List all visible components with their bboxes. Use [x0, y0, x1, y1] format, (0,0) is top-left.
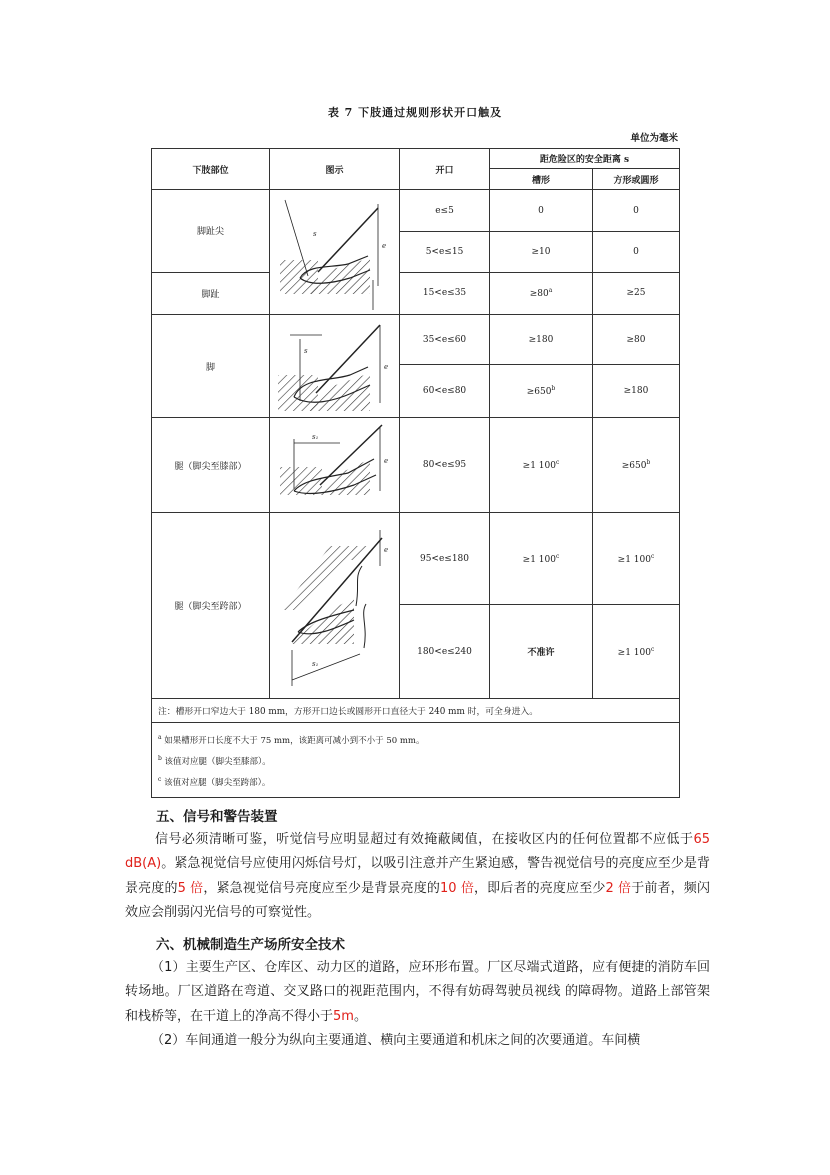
toe-diagram	[270, 190, 400, 314]
hatched-floor	[278, 375, 318, 411]
square-8	[593, 605, 680, 699]
footnote-a-mark: a	[158, 734, 162, 741]
label-s: s	[304, 347, 308, 355]
footnote-c	[158, 771, 679, 792]
slot-5-value: ≥650	[526, 387, 552, 398]
part-foot: 脚	[152, 315, 270, 418]
header-opening: 开口	[400, 149, 490, 190]
hatched-floor	[280, 467, 322, 495]
section5-title: 五、信号和警告装置	[156, 809, 278, 825]
s5-value-5x: 5 倍	[177, 880, 204, 896]
label-e: e	[384, 456, 389, 465]
hatched-floor	[280, 260, 318, 294]
s5-text-b: 。紧急视觉信号应使用闪烁信号灯，以吸引注意并产生紧迫感，警告视觉信号的亮度应至少是背景亮度的	[125, 856, 710, 896]
header-figure: 图示	[270, 149, 400, 190]
label-e: e	[382, 242, 387, 250]
s5-value-db: 65 dB(A)	[125, 832, 710, 872]
leg-hip-diagram	[270, 514, 400, 698]
slot-4: ≥180	[490, 315, 593, 365]
header-distance: 距危险区的安全距离 s	[490, 149, 680, 169]
table-footnotes	[152, 723, 680, 798]
slot-5-sup: b	[551, 385, 556, 393]
slot-3-value: ≥80	[529, 289, 549, 300]
square-7	[593, 513, 680, 605]
square-5: ≥180	[593, 365, 680, 418]
table-unit: 单位为毫米	[630, 133, 678, 144]
slot-5	[490, 365, 593, 418]
slot-8: 不准许	[490, 605, 593, 699]
s5-text-d: ，即后者的亮度应至少	[474, 880, 606, 896]
s5-value-2x: 2 倍	[605, 880, 632, 896]
label-e: e	[384, 363, 389, 371]
header-part: 下肢部位	[152, 149, 270, 190]
square-7-value: ≥1 100	[617, 554, 651, 565]
square-8-sup: c	[650, 645, 655, 653]
safety-distance-table	[151, 148, 680, 798]
foot-diagram	[270, 315, 400, 417]
figure-foot	[270, 315, 400, 418]
table-title: 表 7 下肢通过规则形状开口触及	[327, 106, 503, 119]
s5-text-e: 于前者，频闪效应会削弱闪光信号的可察觉性。	[125, 880, 710, 920]
slot-7	[490, 513, 593, 605]
square-8-value: ≥1 100	[617, 647, 651, 658]
part-leg-knee: 腿（脚尖至膝部）	[152, 418, 270, 513]
label-s1: s₁	[312, 432, 319, 441]
square-1: 0	[593, 190, 680, 232]
opening-5: 60<e≤80	[400, 365, 490, 418]
slot-1: 0	[490, 190, 593, 232]
part-toe: 脚趾	[152, 272, 270, 314]
slot-3-sup: a	[548, 287, 553, 295]
section5-paragraph	[125, 828, 710, 925]
square-4: ≥80	[593, 315, 680, 365]
opening-8: 180<e≤240	[400, 605, 490, 699]
leg-knee-diagram	[270, 419, 400, 512]
footnote-c-mark: c	[158, 775, 162, 783]
slot-6-value: ≥1 100	[522, 461, 556, 471]
opening-6: 80<e≤95	[400, 418, 490, 513]
hatched-guard	[290, 598, 354, 644]
square-7-sup: c	[650, 552, 655, 560]
section6-paragraph-2: （2）车间通道一般分为纵向主要通道、横向主要通道和机床之间的次要通道。车间横	[151, 1033, 641, 1048]
label-e: e	[384, 545, 389, 554]
label-s1: s₁	[312, 659, 319, 668]
opening-1: e≤5	[400, 190, 490, 232]
slot-6	[490, 418, 593, 513]
s5-value-10x: 10 倍	[440, 880, 474, 896]
square-6	[593, 418, 680, 513]
slot-6-sup: c	[555, 459, 560, 466]
hatched-guard	[310, 258, 370, 294]
opening-3: 15<e≤35	[400, 272, 490, 314]
slot-3	[490, 272, 593, 314]
section6-paragraph-1	[125, 956, 710, 1029]
opening-7: 95<e≤180	[400, 513, 490, 605]
footnote-b	[158, 750, 679, 771]
slot-7-value: ≥1 100	[522, 554, 556, 565]
header-square-round: 方形或圆形	[593, 169, 680, 190]
s6-text-b: 。	[353, 1008, 367, 1024]
thigh-outline-2	[364, 604, 366, 648]
opening-4: 35<e≤60	[400, 315, 490, 365]
slot-7-sup: c	[555, 552, 560, 560]
square-3: ≥25	[593, 272, 680, 314]
figure-leg-knee	[270, 418, 400, 513]
footnote-a	[158, 729, 679, 750]
header-slot: 槽形	[490, 169, 593, 190]
s5-text-c: ，紧急视觉信号亮度应至少是背景亮度的	[203, 880, 441, 896]
s5-text-a: 信号必须清晰可鉴，听觉信号应明显超过有效掩蔽阈值，在接收区内的任何位置都不应低于	[155, 832, 694, 847]
footnote-b-mark: b	[158, 754, 162, 762]
hatched-guard	[310, 373, 370, 411]
footnote-a-text: 如果槽形开口长度不大于 75 mm，该距离可减小到不小于 50 mm。	[164, 735, 425, 746]
table-note: 注：槽形开口窄边大于 180 mm，方形开口边长或圆形开口直径大于 240 mm 时，可全身进入。	[152, 699, 680, 723]
dimension-s1-line	[292, 654, 360, 680]
section6-title: 六、机械制造生产场所安全技术	[156, 937, 345, 953]
figure-leg-hip	[270, 513, 400, 699]
part-leg-hip: 腿（脚尖至跨部）	[152, 513, 270, 699]
label-s: s	[313, 230, 317, 238]
slot-2: ≥10	[490, 232, 593, 272]
part-toe-tip: 脚趾尖	[152, 190, 270, 273]
footnote-b-text: 该值对应腿（脚尖至膝部）。	[164, 756, 271, 767]
s6-value-5m: 5m	[333, 1008, 354, 1024]
square-2: 0	[593, 232, 680, 272]
figure-toe	[270, 190, 400, 315]
square-6-value: ≥650	[621, 461, 647, 471]
opening-2: 5<e≤15	[400, 232, 490, 272]
s6-text-a: （1）主要生产区、仓库区、动力区的道路，应环形布置。厂区尽端式道路，应有便捷的消防车回转场地。厂区道路在弯道、交叉路口的视距范围内，不得有妨碍驾驶员视线 的障碍物。道路上部管架和栈桥等，在干道上的净高不得小于	[125, 960, 710, 1024]
square-6-sup: b	[646, 459, 651, 466]
footnote-c-text: 该值对应腿（脚尖至跨部）。	[164, 777, 271, 788]
thigh-outline	[356, 566, 362, 606]
